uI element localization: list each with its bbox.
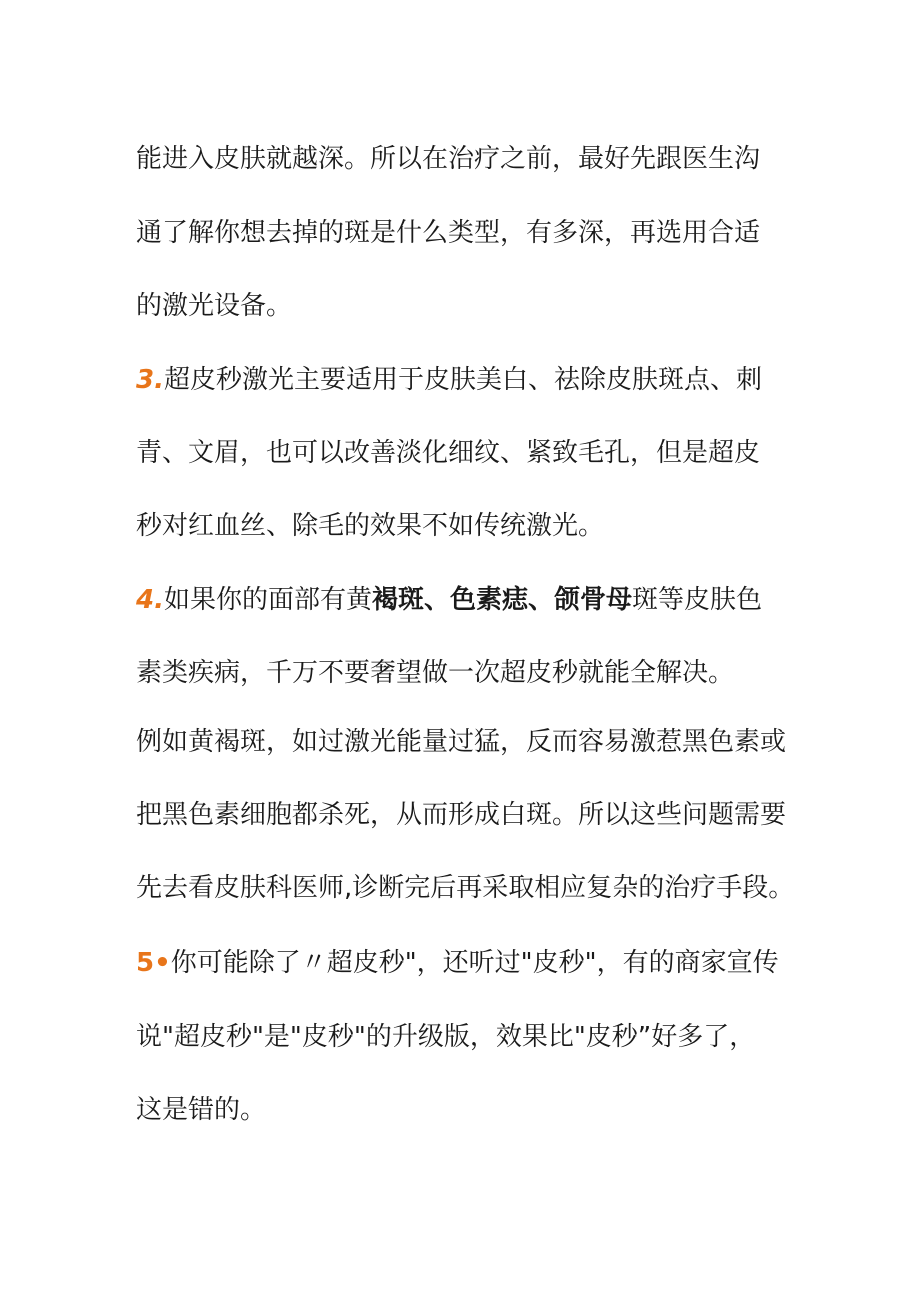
item-4-line-3: 例如黄褐斑，如过激光能量过猛，反而容易激惹黑色素或 [136,727,787,757]
item-4-text-post: 斑等皮肤色 [632,585,763,615]
item-4-number: 4. [136,585,164,615]
item-4-line-2: 素类疾病，千万不要奢望做一次超皮秒就能全解决。 [136,658,735,688]
item-5-number: 5• [136,948,171,978]
item-3-number: 3. [136,365,164,395]
item-4-line-4: 把黑色素细胞都杀死，从而形成白斑。所以这些问题需要 [136,800,787,830]
item-4-text-bold: 褐斑、色素痣、颌骨母 [371,585,632,615]
item-3-line-2: 青、文眉，也可以改善淡化细纹、紧致毛孔，但是超皮 [136,438,761,468]
paragraph-line: 通了解你想去掉的斑是什么类型，有多深，再选用合适 [136,218,761,248]
item-4-line-1 [136,582,762,618]
item-5-line-1 [136,945,779,981]
item-4-text-pre: 如果你的面部有黄 [163,585,372,615]
item-3-text: 超皮秒激光主要适用于皮肤美白、祛除皮肤斑点、刺 [163,365,762,395]
item-3-line-3: 秒对红血丝、除毛的效果不如传统激光。 [136,511,605,541]
item-5-line-3: 这是错的。 [136,1095,267,1125]
paragraph-line: 的激光设备。 [136,291,293,321]
item-3-line-1 [136,362,762,398]
item-4-line-5: 先去看皮肤科医师,诊断完后再采取相应复杂的治疗手段。 [136,873,795,903]
item-5-text: 你可能除了〃超皮秒"，还听过"皮秒"，有的商家宣传 [170,948,779,978]
item-5-line-2: 说"超皮秒"是"皮秒"的升级版，效果比"皮秒”好多了， [136,1022,756,1052]
paragraph-line: 能进入皮肤就越深。所以在治疗之前，最好先跟医生沟 [136,144,761,174]
